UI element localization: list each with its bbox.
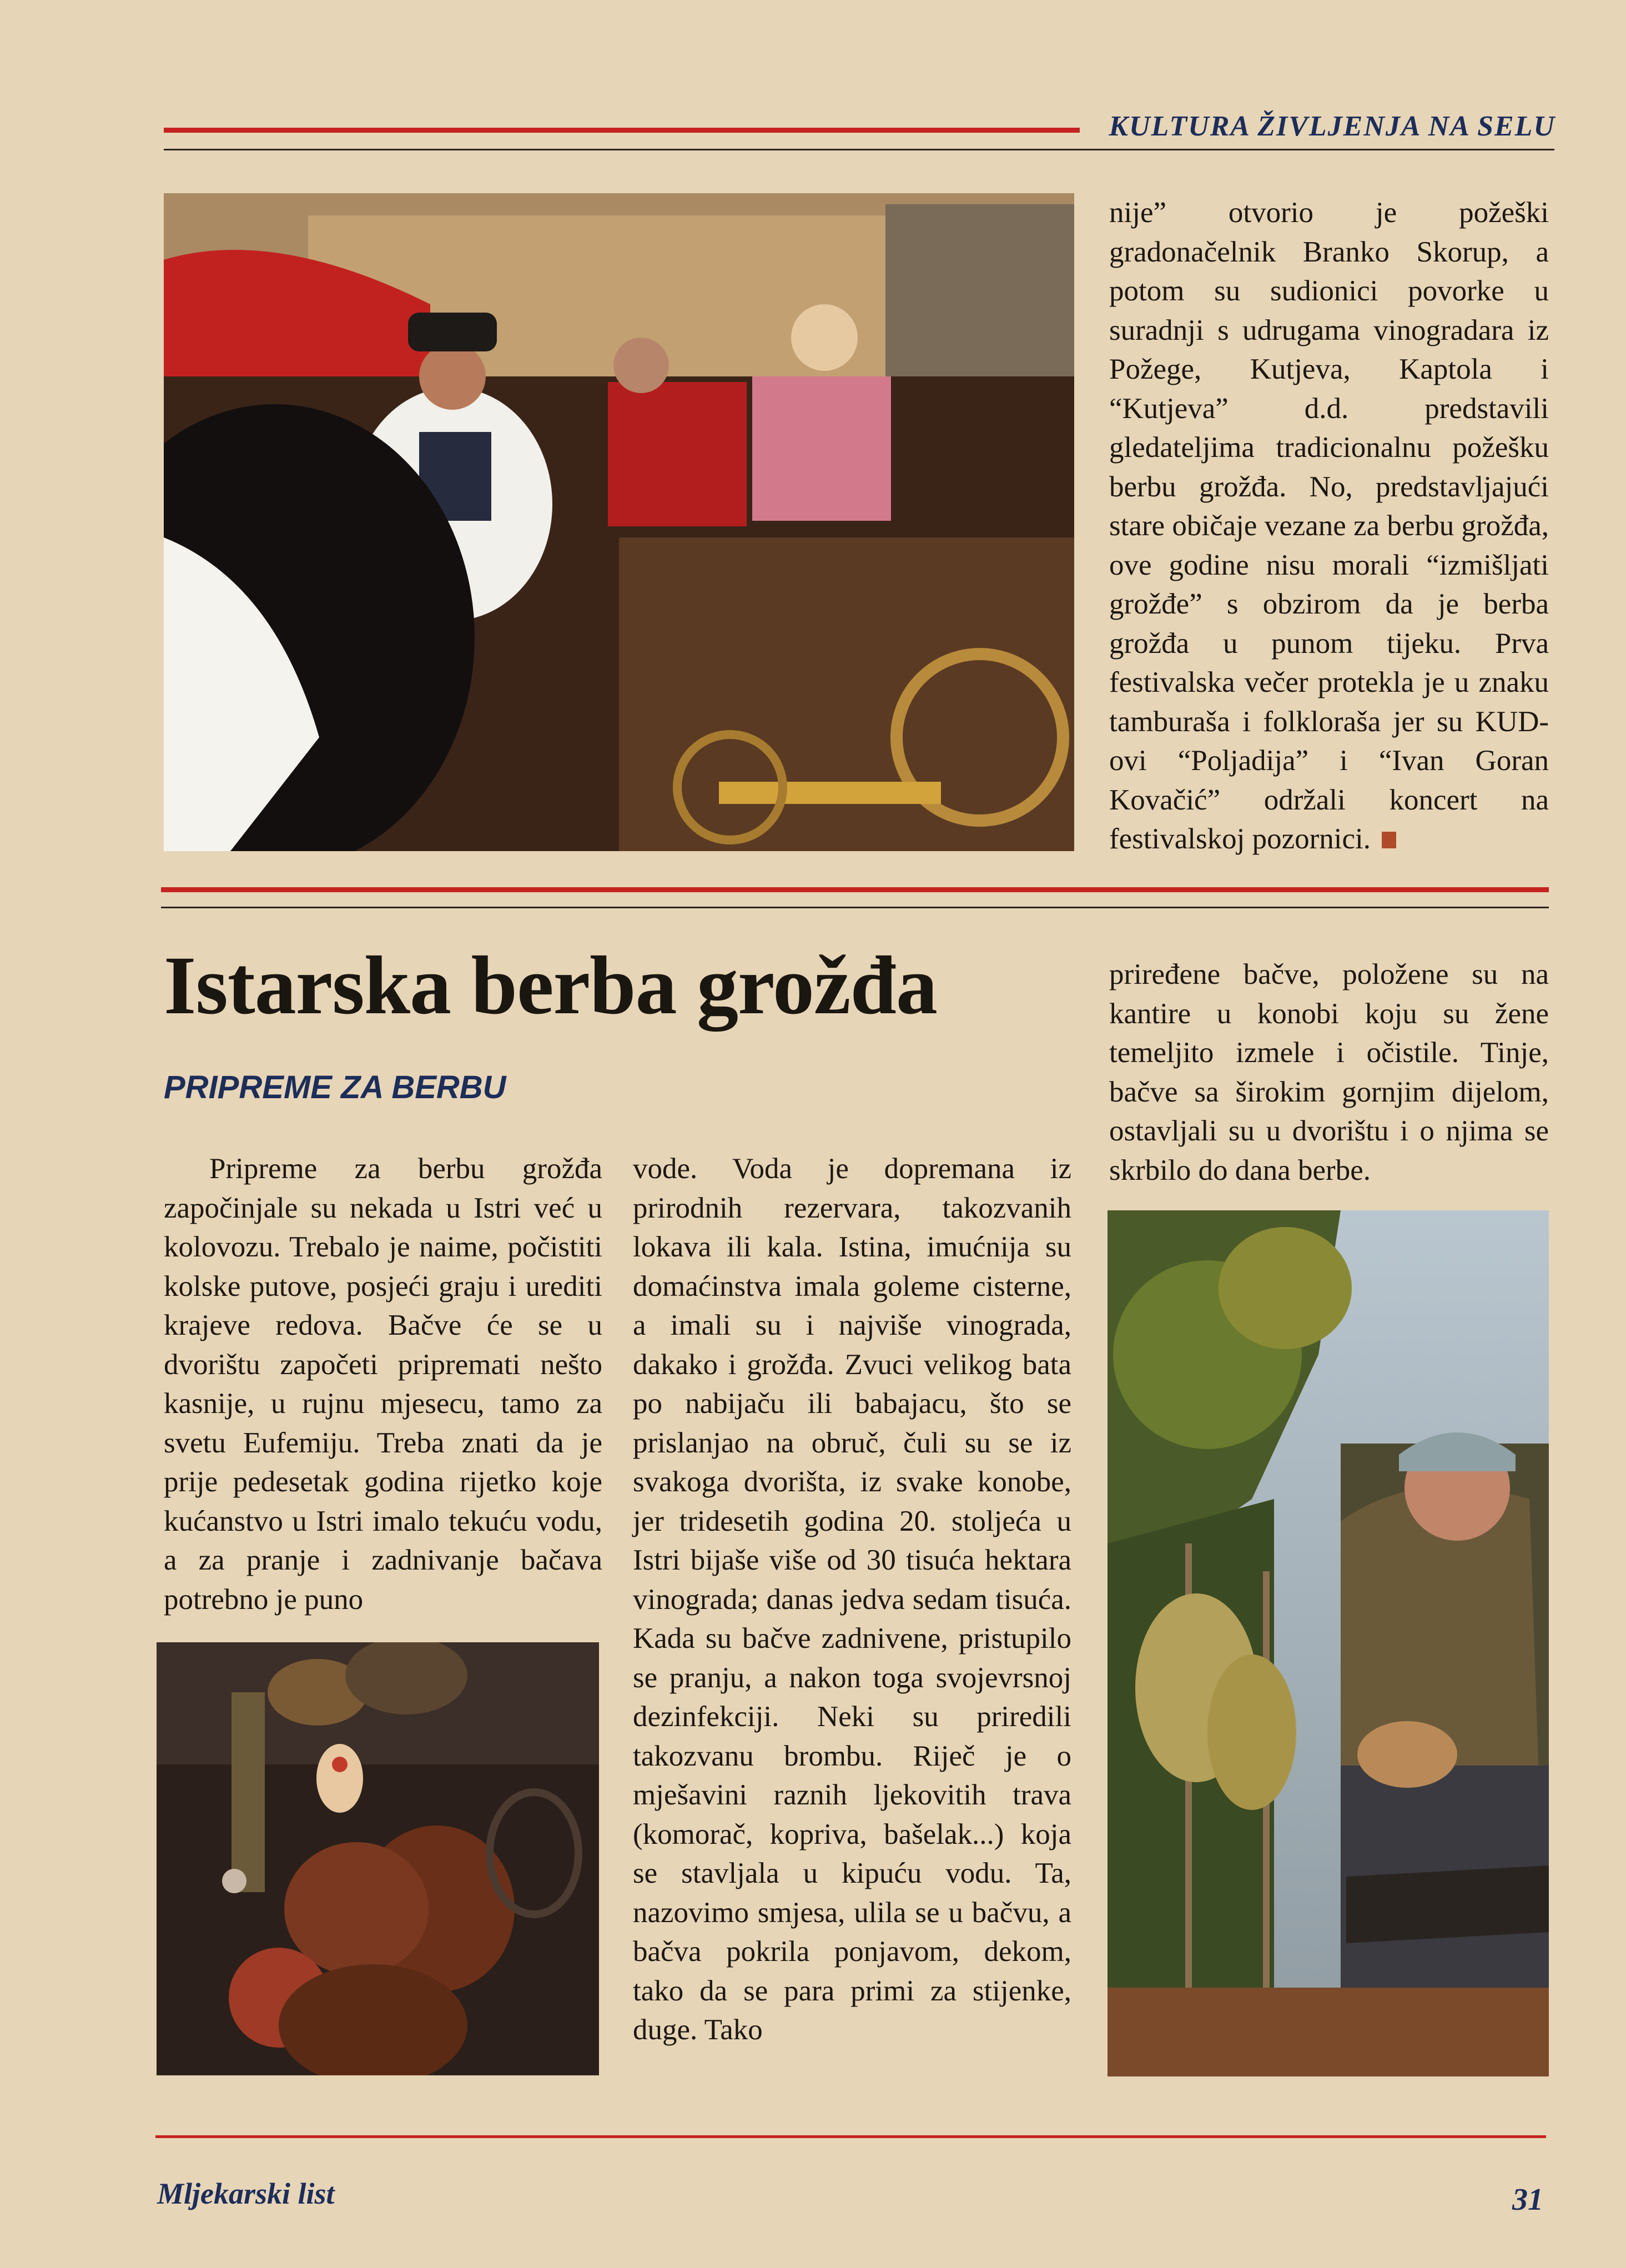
photo-grape-picker-art [1108, 1210, 1549, 2076]
article-column-3 [1109, 955, 1549, 1190]
article-column-2-text: vode. Voda je dopremana iz prirodnih rezervara, takozvanih lokava ili kala. Istina, imućnija su domaćinstva imala goleme cisterne, a imali su i najviše vinograda, dakako i grožđa. Zvuci velikog bata po nabijaču ili babajacu, što se prislanjao na obruč, čuli su se iz svakoga dvorišta, iz svake konobe, jer tridesetih godina 20. stoljeća u Istri bijaše više od 30 tisuća hektara vinograda; danas jedva sedam tisuća. Kada su bačve zadnivene, pristupilo se pranju, a nakon toga svojevrsnoj dezinfekciji. Neki su priredili takozvanu brombu. Riječ je o mješavini raznih ljekovitih trava (komorač, kopriva, bašelak...) koja se stavljala u kipuću vodu. Ta, nazovimo smjesa, ulila se u bačvu, a bačva pokrila ponjavom, dekom, tako da se para primi za stijenke, duge. Tako [633, 1153, 1071, 2046]
footer-publication-name: Mljekarski list [157, 2177, 335, 2210]
article-column-1-text: Pripreme za berbu grožđa započinjale su nekada u Istri već u kolovozu. Trebalo je naime, počistiti kolske putove, posjeći graju i urediti krajeve redova. Bačve će se u dvorištu započeti pripremati nešto kasnije, u rujnu mjesecu, tamo za svetu Eufemiju. Treba znati da je prije pedesetak godina rijetko koje kućanstvo u Istri imalo tekuću vodu, a za pranje i zadnivanje bačava potrebno je puno [164, 1153, 602, 1616]
article-column-2 [633, 1149, 1071, 2050]
footer-red-rule [155, 2135, 1546, 2138]
photo-harvest-procession [164, 193, 1074, 851]
top-article-paragraph: nije” otvorio je požeški gradonačelnik Branko Skorup, a potom su sudionici povorke u suradnji s udrugama vinogradara iz Požege, Kutjeva, Kaptola i “Kutjeva” d.d. predstavili gledateljima tradicionalnu požešku berbu grožđa. No, predstavljajući stare običaje vezane za berbu grožđa, ove godine nisu morali “izmišljati grožđe” s obzirom da je berba grožđa u punom tijeku. Prva festivalska večer protekla je u znaku tamburaša i folkloraša jer su KUD-ovi “Poljadija” i “Ivan Goran Kovačić” održali koncert na festivalskoj pozornici. [1109, 197, 1549, 855]
header-black-rule [164, 149, 1554, 150]
top-article-column [1109, 193, 1549, 859]
photo-grape-picker [1108, 1210, 1549, 2076]
article-subheading: PRIPREME ZA BERBU [164, 1069, 506, 1105]
section-divider-black [161, 907, 1549, 908]
article-column-3-text: priređene bačve, položene su na kantire u konobi koju su žene temeljito izmele i očistile. Tinje, bačve sa širokim gornjim dijelom, ostavljali su u dvorištu i o njima se skrbilo do dana berbe. [1109, 958, 1549, 1186]
end-mark-icon [1382, 832, 1396, 848]
article-headline: Istarska berba grožđa [164, 939, 937, 1032]
section-title: KULTURA ŽIVLJENJA NA SELU [1109, 110, 1555, 142]
article-column-1 [164, 1149, 602, 1619]
footer-page-number: 31 [1512, 2182, 1543, 2217]
header-red-rule [164, 128, 1080, 133]
photo-harvest-procession-art [164, 193, 1074, 851]
section-divider-red [161, 887, 1549, 892]
top-article-text [1109, 193, 1549, 859]
photo-wine-cellar-art [157, 1642, 599, 2075]
photo-wine-cellar [157, 1642, 599, 2075]
